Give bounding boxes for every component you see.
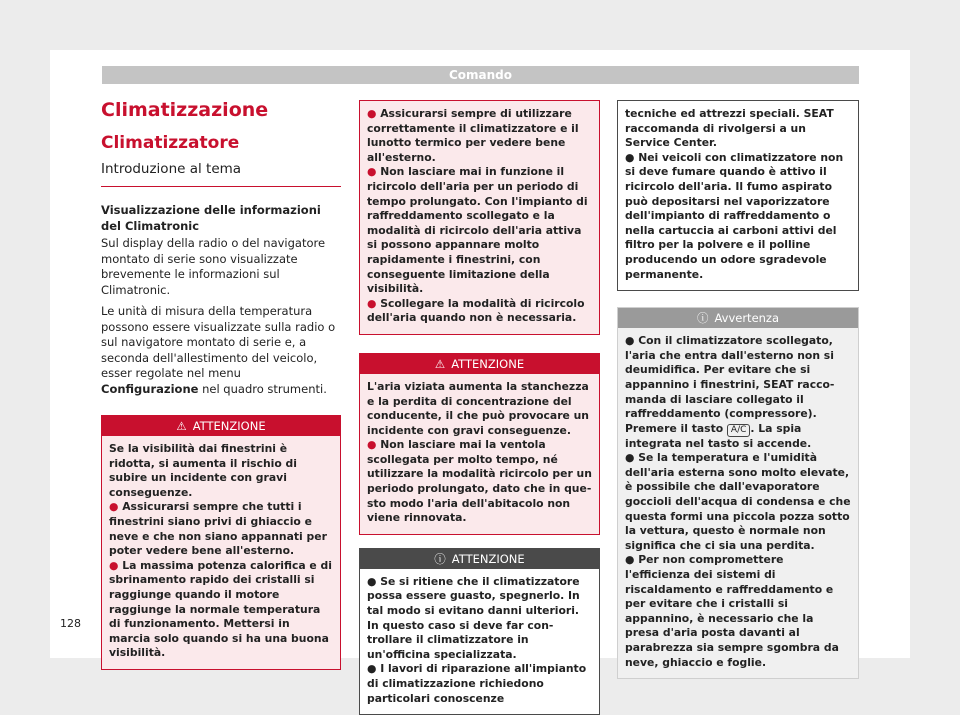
note-box-title: Avvertenza — [714, 311, 780, 326]
bullet-text: La massima potenza calorifica e di sbrinamento rapido dei cristalli si raggiunge quando il motore raggiunge la normale temperatura di funzionamento. Mettersi in marcia solo quando si ha una buona visibilità. — [109, 558, 332, 660]
warning-2-bullet-1 — [367, 438, 592, 526]
chapter-title: Climatizzazione — [101, 99, 269, 121]
cont-bullet-3 — [367, 297, 592, 326]
bullet-icon: ● — [367, 574, 381, 588]
caution-continued-body — [618, 101, 858, 290]
bullet-text: Assicurarsi sempre che tutti i finestrini siano privi di ghiaccio e neve e che non siano appannati per poter vedere bene all'esterno. — [109, 500, 327, 558]
note-bullet-3 — [625, 553, 851, 670]
ac-key-icon: A/C — [727, 424, 750, 437]
bullet-text: Assicurarsi sempre di utilizzare correttamente il climatizzatore e il lunotto termico per vedere bene all'esterno. — [367, 107, 579, 164]
bullet-text: Per non compromettere l'efficienza dei sistemi di riscaldamento e raffreddamento e per evitare che i cristalli si appannino, è necessario che la presa d'aria posta davanti al parabrezza sia sempre sgombra da neve, ghiaccio e foglie. — [625, 553, 839, 669]
paragraph-2-text-c: nel quadro strumenti. — [198, 381, 327, 396]
note-box-body — [618, 328, 858, 678]
caution-bullet-1 — [367, 575, 592, 663]
bullet-icon: ● — [367, 107, 381, 120]
column-1 — [101, 98, 341, 670]
bullet-text: Nei veicoli con climatizzatore non si deve fumare quando è attivo il ricircolo dell'aria. Il fumo aspirato può depositarsi nel vaporizzatore dell'impianto di raffreddamento o nella cartuccia ai carboni attivi del filtro per la polvere e il polline producendo un odore sgradevole permanente. — [625, 150, 844, 281]
paragraph-2-text-a: Le unità di misura della temperatura possono essere visualizzate sulla radio o sul navigatore montato di serie e, a seconda dell'allestimento del veicolo, esser regolate nel menu — [101, 304, 336, 380]
warning-1-bullet-2 — [109, 559, 333, 661]
warning-2-intro: L'aria viziata aumenta la stanchezza e la perdita di concentrazione del conducente, il che può provocare un incidente con gravi conseguenze. — [367, 379, 589, 437]
caution-box-title: ATTENZIONE — [451, 551, 525, 566]
note-bullet-2 — [625, 451, 851, 553]
bullet-icon: ● — [367, 438, 381, 452]
bullet-text: Se la temperatura e l'umidità dell'aria esterna sono molto elevate, è possibile che dall'evaporatore goccioli dell'acqua di condensa e che questa formi una piccola pozza sotto la vettura, questo è normale non significa che ci sia una perdita. — [625, 451, 851, 552]
warning-triangle-icon: ⚠ — [434, 356, 446, 371]
warning-1-bullet-1 — [109, 500, 333, 558]
bullet-text: Non lasciare mai la ventola scollegata per molto tempo, né utilizzare la modalità ricircolo per un periodo prolungato, dato che in questo modo l'aria dell'abitacolo non viene rinnovata. — [367, 438, 592, 525]
caution-continued-bullet — [625, 151, 851, 282]
warning-box-1 — [101, 415, 341, 670]
warning-box-2-header — [360, 354, 599, 374]
caution-bullet-2 — [367, 662, 592, 706]
caution-box-body — [360, 569, 599, 714]
bullet-text: Se si ritiene che il climatizzatore possa essere guasto, spegnerlo. In tal modo si evitano danni ulteriori. In questo caso si deve far controllare il climatizzatore in un'officina specializzata. — [367, 574, 580, 661]
column-3 — [617, 100, 859, 679]
bullet-icon: ● — [367, 662, 381, 676]
bullet-text: Con il climatizzatore scollegato, l'aria che entra dall'esterno non si deumidifica. Per evitare che si appannino i finestrini, SEAT raccomanda di lasciare collegato il raffreddamento (compressore). Premere il tasto — [625, 334, 835, 435]
paragraph-heading: Visualizzazione delle informazioni del Climatronic — [101, 203, 321, 233]
caution-box — [359, 548, 600, 715]
note-box-header — [618, 308, 858, 328]
warning-box-2-title: ATTENZIONE — [451, 356, 525, 371]
bullet-icon: ● — [109, 558, 123, 572]
bullet-icon: ● — [625, 553, 639, 567]
paragraph-1: Sul display della radio o del navigatore montato di serie sono visualizzate brevemente le informazioni sul Climatronic. — [101, 236, 326, 297]
warning-box-1-continued — [359, 100, 600, 335]
bullet-text: Scollegare la modalità di ricircolo dell'aria quando non è necessaria. — [367, 296, 585, 325]
bullet-text-end: . La spia integrata nel tasto si accende. — [625, 421, 812, 450]
page-number: 128 — [60, 617, 81, 630]
menu-name: Configurazione — [101, 381, 199, 396]
column-2 — [359, 100, 600, 715]
caution-box-header — [360, 549, 599, 569]
section-header: Comando — [102, 66, 859, 84]
bullet-icon: ● — [367, 296, 381, 310]
subsection-title: Introduzione al tema — [101, 160, 341, 187]
paragraph-2 — [101, 304, 341, 397]
warning-box-2 — [359, 353, 600, 535]
bullet-icon: ● — [367, 165, 381, 179]
bullet-text: Non lasciare mai in funzione il ricircolo dell'aria per un periodo di tempo prolungato. Con l'impianto di raffreddamento scollegato e la modalità di ricircolo dell'aria attiva si possono appannare molto rapidamente i finestrini, con conseguente limitazione della visibilità. — [367, 165, 588, 296]
caution-box-continued — [617, 100, 859, 291]
warning-triangle-icon: ⚠ — [176, 419, 187, 433]
warning-box-1-header — [102, 416, 340, 436]
cont-bullet-2 — [367, 165, 592, 296]
warning-box-2-body — [360, 374, 599, 534]
info-icon: ⓘ — [696, 311, 709, 326]
caution-continued-text: tecniche ed attrezzi speciali. SEAT raccomanda di rivolgersi a un Service Center. — [625, 107, 834, 150]
note-box — [617, 307, 859, 679]
section-title: Climatizzatore — [101, 133, 240, 153]
bullet-icon: ● — [625, 334, 639, 348]
continued-box-body — [360, 101, 599, 334]
note-bullet-1 — [625, 334, 851, 451]
bullet-icon: ● — [625, 451, 639, 465]
warning-1-intro: Se la visibilità dai finestrini è ridotta, si aumenta il rischio di subire un incidente con gravi conseguenze. — [109, 442, 297, 499]
bullet-text: I lavori di riparazione all'impianto di climatizzazione richiedono particolari conoscenze — [367, 662, 587, 705]
warning-box-1-body — [102, 436, 340, 669]
caution-circle-icon: ⓘ — [434, 551, 446, 566]
bullet-icon: ● — [625, 150, 639, 164]
cont-bullet-1 — [367, 107, 592, 165]
bullet-icon: ● — [109, 500, 123, 514]
warning-box-1-title: ATTENZIONE — [192, 419, 266, 433]
